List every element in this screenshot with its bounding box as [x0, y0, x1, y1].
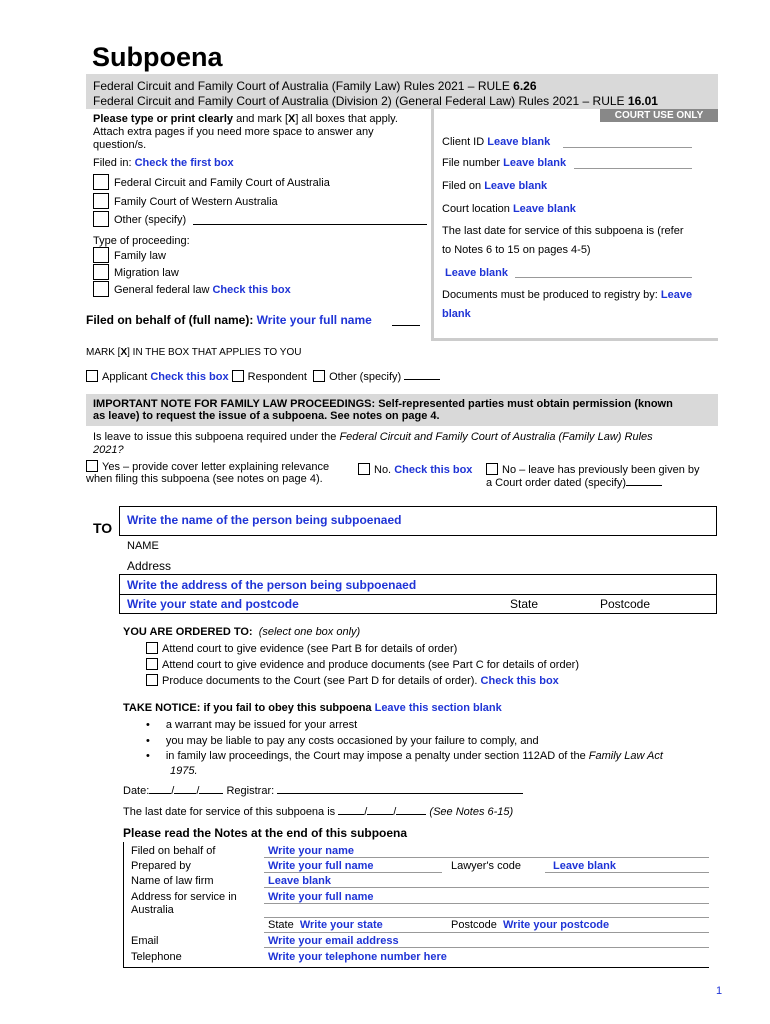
court-use-header: COURT USE ONLY — [600, 109, 718, 122]
filed-in-option-3[interactable]: Other (specify) — [93, 211, 186, 227]
last-date-value[interactable]: Leave blank — [445, 267, 508, 279]
to-label: TO — [93, 520, 113, 536]
firm-label: Name of law firm — [131, 875, 214, 887]
other-option[interactable]: Other (specify) — [313, 371, 440, 383]
to-name-label: NAME — [127, 540, 159, 552]
address-value[interactable]: Write your full name — [268, 891, 374, 903]
filed-on-row[interactable]: Filed on Leave blank — [442, 180, 548, 192]
proceeding-option-1[interactable]: Family law — [93, 247, 166, 263]
checkbox[interactable] — [146, 674, 158, 686]
leave-question-line-2: 2021? — [93, 444, 124, 456]
checkbox[interactable] — [93, 247, 109, 263]
checkbox[interactable] — [358, 463, 370, 475]
applicant-option[interactable]: Applicant Check this box — [86, 371, 229, 383]
bullet-item: • in family law proceedings, the Court may impose a penalty under section 112AD of the Family Law Act — [146, 750, 663, 762]
important-note-line-1: IMPORTANT NOTE FOR FAMILY LAW PROCEEDINGS: Self-represented parties must obtain permission (known — [93, 398, 673, 410]
checkbox[interactable] — [313, 370, 325, 382]
leave-yes-option[interactable]: Yes – provide cover letter explaining relevance — [86, 460, 329, 473]
filed-in-option-1[interactable]: Federal Circuit and Family Court of Australia — [93, 174, 330, 190]
leave-no-prev-line-2: a Court order dated (specify) — [486, 477, 662, 489]
proceeding-label: Type of proceeding: — [93, 235, 190, 247]
filed-in-label: Filed in: Check the first box — [93, 157, 234, 169]
page-title: Subpoena — [92, 42, 223, 72]
leave-question: Is leave to issue this subpoena required under the Federal Circuit and Family Court of Australia (Family Law) Rules — [93, 431, 653, 443]
email-label: Email — [131, 935, 159, 947]
checkbox[interactable] — [232, 370, 244, 382]
please-read-notes: Please read the Notes at the end of this subpoena — [123, 826, 408, 840]
respondent-option[interactable]: Respondent — [232, 371, 307, 383]
court-location-row[interactable]: Court location Leave blank — [442, 203, 576, 215]
checkbox[interactable] — [93, 281, 109, 297]
state-row[interactable]: State Write your state — [268, 919, 383, 931]
checkbox[interactable] — [93, 264, 109, 280]
ordered-option-2[interactable]: Attend court to give evidence and produce documents (see Part C for details of order) — [146, 658, 579, 671]
checkbox[interactable] — [93, 193, 109, 209]
rule-line-1: Federal Circuit and Family Court of Australia (Family Law) Rules 2021 – RULE 6.26 — [93, 79, 537, 93]
prepared-by-label: Prepared by — [131, 860, 191, 872]
checkbox[interactable] — [86, 460, 98, 472]
checkbox[interactable] — [93, 174, 109, 190]
proceeding-option-2[interactable]: Migration law — [93, 264, 179, 280]
instructions: Please type or print clearly and mark [X] all boxes that apply. Attach extra pages if you need more space to answer any question/s. — [93, 113, 398, 151]
checkbox[interactable] — [146, 642, 158, 654]
address-label: Address for service in Australia — [131, 891, 237, 916]
ordered-option-1[interactable]: Attend court to give evidence (see Part B for details of order) — [146, 642, 457, 655]
last-service-date-row[interactable]: The last date for service of this subpoena is / / (See Notes 6-15) — [123, 806, 514, 818]
rule-line-2: Federal Circuit and Family Court of Australia (Division 2) (General Federal Law) Rules 2021 – RULE 16.01 — [93, 94, 658, 108]
client-id-row[interactable]: Client ID Leave blank — [442, 136, 551, 148]
filed-on-behalf-row[interactable]: Filed on behalf of (full name): Write your full name — [86, 313, 372, 327]
last-date-text-2: to Notes 6 to 15 on pages 4-5) — [442, 244, 591, 256]
email-value[interactable]: Write your email address — [268, 935, 399, 947]
important-note-line-2: as leave) to request the issue of a subpoena. See notes on page 4. — [93, 410, 440, 422]
leave-no-prev-option[interactable]: No – leave has previously been given by — [486, 463, 700, 476]
to-address-value[interactable]: Write the address of the person being subpoenaed — [127, 578, 417, 592]
ordered-heading: YOU ARE ORDERED TO: (select one box only) — [123, 626, 361, 638]
filed-on-behalf-label: Filed on behalf of — [131, 845, 216, 857]
filed-in-option-2[interactable]: Family Court of Western Australia — [93, 193, 278, 209]
bullet-item: • a warrant may be issued for your arrest — [146, 719, 358, 731]
date-registrar-row[interactable]: Date: / / Registrar: — [123, 785, 523, 797]
telephone-value[interactable]: Write your telephone number here — [268, 951, 447, 963]
telephone-label: Telephone — [131, 951, 182, 963]
last-date-text-1: The last date for service of this subpoena is (refer — [442, 225, 684, 237]
prepared-by-value[interactable]: Write your full name — [268, 860, 374, 872]
checkbox[interactable] — [86, 370, 98, 382]
page-number: 1 — [716, 985, 723, 997]
leave-yes-line-2: when filing this subpoena (see notes on page 4). — [86, 473, 323, 485]
documents-row[interactable]: Documents must be produced to registry by: Leave — [442, 289, 693, 301]
filed-on-behalf-value[interactable]: Write your name — [268, 845, 354, 857]
to-name-value[interactable]: Write the name of the person being subpoenaed — [127, 513, 402, 527]
ordered-option-3[interactable]: Produce documents to the Court (see Part D for details of order). Check this box — [146, 674, 559, 687]
firm-value[interactable]: Leave blank — [268, 875, 331, 887]
act-year: 1975. — [170, 765, 198, 777]
take-notice-heading: TAKE NOTICE: if you fail to obey this subpoena Leave this section blank — [123, 702, 502, 714]
leave-no-option[interactable]: No. Check this box — [358, 463, 472, 476]
lawyers-code-label: Lawyer's code — [451, 860, 521, 872]
proceeding-option-3[interactable]: General federal law Check this box — [93, 281, 291, 297]
to-state-value[interactable]: Write your state and postcode — [127, 597, 299, 611]
checkbox[interactable] — [486, 463, 498, 475]
file-number-row[interactable]: File number Leave blank — [442, 157, 567, 169]
to-address-label: Address — [127, 559, 172, 573]
party-row — [86, 370, 440, 383]
checkbox[interactable] — [93, 211, 109, 227]
postcode-row[interactable]: Postcode Write your postcode — [451, 919, 610, 931]
bullet-item: • you may be liable to pay any costs occasioned by your failure to comply, and — [146, 735, 539, 747]
checkbox[interactable] — [146, 658, 158, 670]
documents-value-2: blank — [442, 308, 471, 320]
to-state-label: State — [510, 597, 539, 611]
lawyers-code-value[interactable]: Leave blank — [553, 860, 616, 872]
mark-x-instruction: MARK [X] IN THE BOX THAT APPLIES TO YOU — [86, 347, 302, 358]
to-postcode-label: Postcode — [600, 597, 651, 611]
